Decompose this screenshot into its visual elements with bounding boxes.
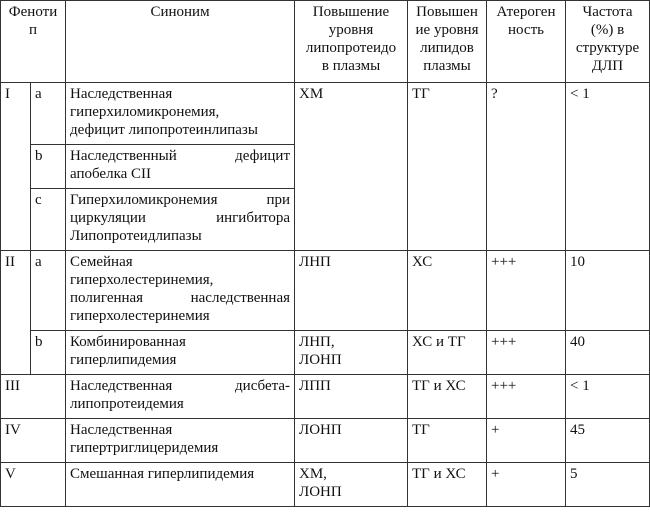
atherogenicity-cell: + (487, 419, 566, 463)
table-row (1, 83, 650, 145)
header-synonym: Синоним (66, 1, 295, 83)
lipids-cell: ХС и ТГ (408, 331, 487, 375)
synonym-cell: Смешанная гиперлипидемия (66, 463, 295, 507)
phenotype-cell: I (1, 83, 31, 251)
subtype-cell: a (31, 83, 66, 145)
atherogenicity-cell: +++ (487, 251, 566, 331)
header-lipid-increase: Повышен ие уровня липидов плазмы (408, 1, 487, 83)
subtype-cell: a (31, 251, 66, 331)
subtype-cell: c (31, 189, 66, 251)
header-row (1, 1, 650, 83)
phenotype-cell: V (1, 463, 66, 507)
lipids-cell: ТГ (408, 419, 487, 463)
frequency-cell: < 1 (566, 83, 650, 251)
header-frequency: Частота (%) в структуре ДЛП (566, 1, 650, 83)
frequency-cell: 40 (566, 331, 650, 375)
atherogenicity-cell: ? (487, 83, 566, 251)
synonym-cell: Наследственная гипертриглицеридемия (66, 419, 295, 463)
phenotype-cell: IV (1, 419, 66, 463)
phenotype-cell: III (1, 375, 66, 419)
synonym-cell: Комбинированная гиперлипидемия (66, 331, 295, 375)
table-row (1, 375, 650, 419)
subtype-cell: b (31, 331, 66, 375)
phenotype-cell: II (1, 251, 31, 375)
table-row (1, 463, 650, 507)
frequency-cell: 5 (566, 463, 650, 507)
header-atherogenicity: Атероген ность (487, 1, 566, 83)
frequency-cell: 45 (566, 419, 650, 463)
synonym-cell: Гиперхиломикронемия при циркуляции ингибитора Липопротеидлипазы (66, 189, 295, 251)
synonym-cell: Наследственная гиперхиломикронемия, дефицит липопротеинлипазы (66, 83, 295, 145)
subtype-cell: b (31, 145, 66, 189)
lipoprotein-cell: ЛПП (295, 375, 408, 419)
lipoprotein-cell: ЛНП, ЛОНП (295, 331, 408, 375)
atherogenicity-cell: +++ (487, 331, 566, 375)
table-row (1, 251, 650, 331)
table-row (1, 419, 650, 463)
synonym-cell: Наследственный дефицит апобелка СII (66, 145, 295, 189)
lipoprotein-cell: ХМ (295, 83, 408, 251)
lipids-cell: ХС (408, 251, 487, 331)
lipids-cell: ТГ (408, 83, 487, 251)
synonym-cell: Семейная гиперхолестеринемия, полигенная наследственная гиперхолестеринемия (66, 251, 295, 331)
atherogenicity-cell: + (487, 463, 566, 507)
lipids-cell: ТГ и ХС (408, 375, 487, 419)
lipoprotein-cell: ЛНП (295, 251, 408, 331)
frequency-cell: < 1 (566, 375, 650, 419)
lipoprotein-cell: ХМ, ЛОНП (295, 463, 408, 507)
header-lipoprotein-increase: Повышение уровня липопротеидо в плазмы (295, 1, 408, 83)
frequency-cell: 10 (566, 251, 650, 331)
synonym-cell: Наследственная дисбета- липопротеидемия (66, 375, 295, 419)
header-phenotype: Феноти п (1, 1, 66, 83)
table-row (1, 331, 650, 375)
lipoprotein-cell: ЛОНП (295, 419, 408, 463)
atherogenicity-cell: +++ (487, 375, 566, 419)
lipids-cell: ТГ и ХС (408, 463, 487, 507)
